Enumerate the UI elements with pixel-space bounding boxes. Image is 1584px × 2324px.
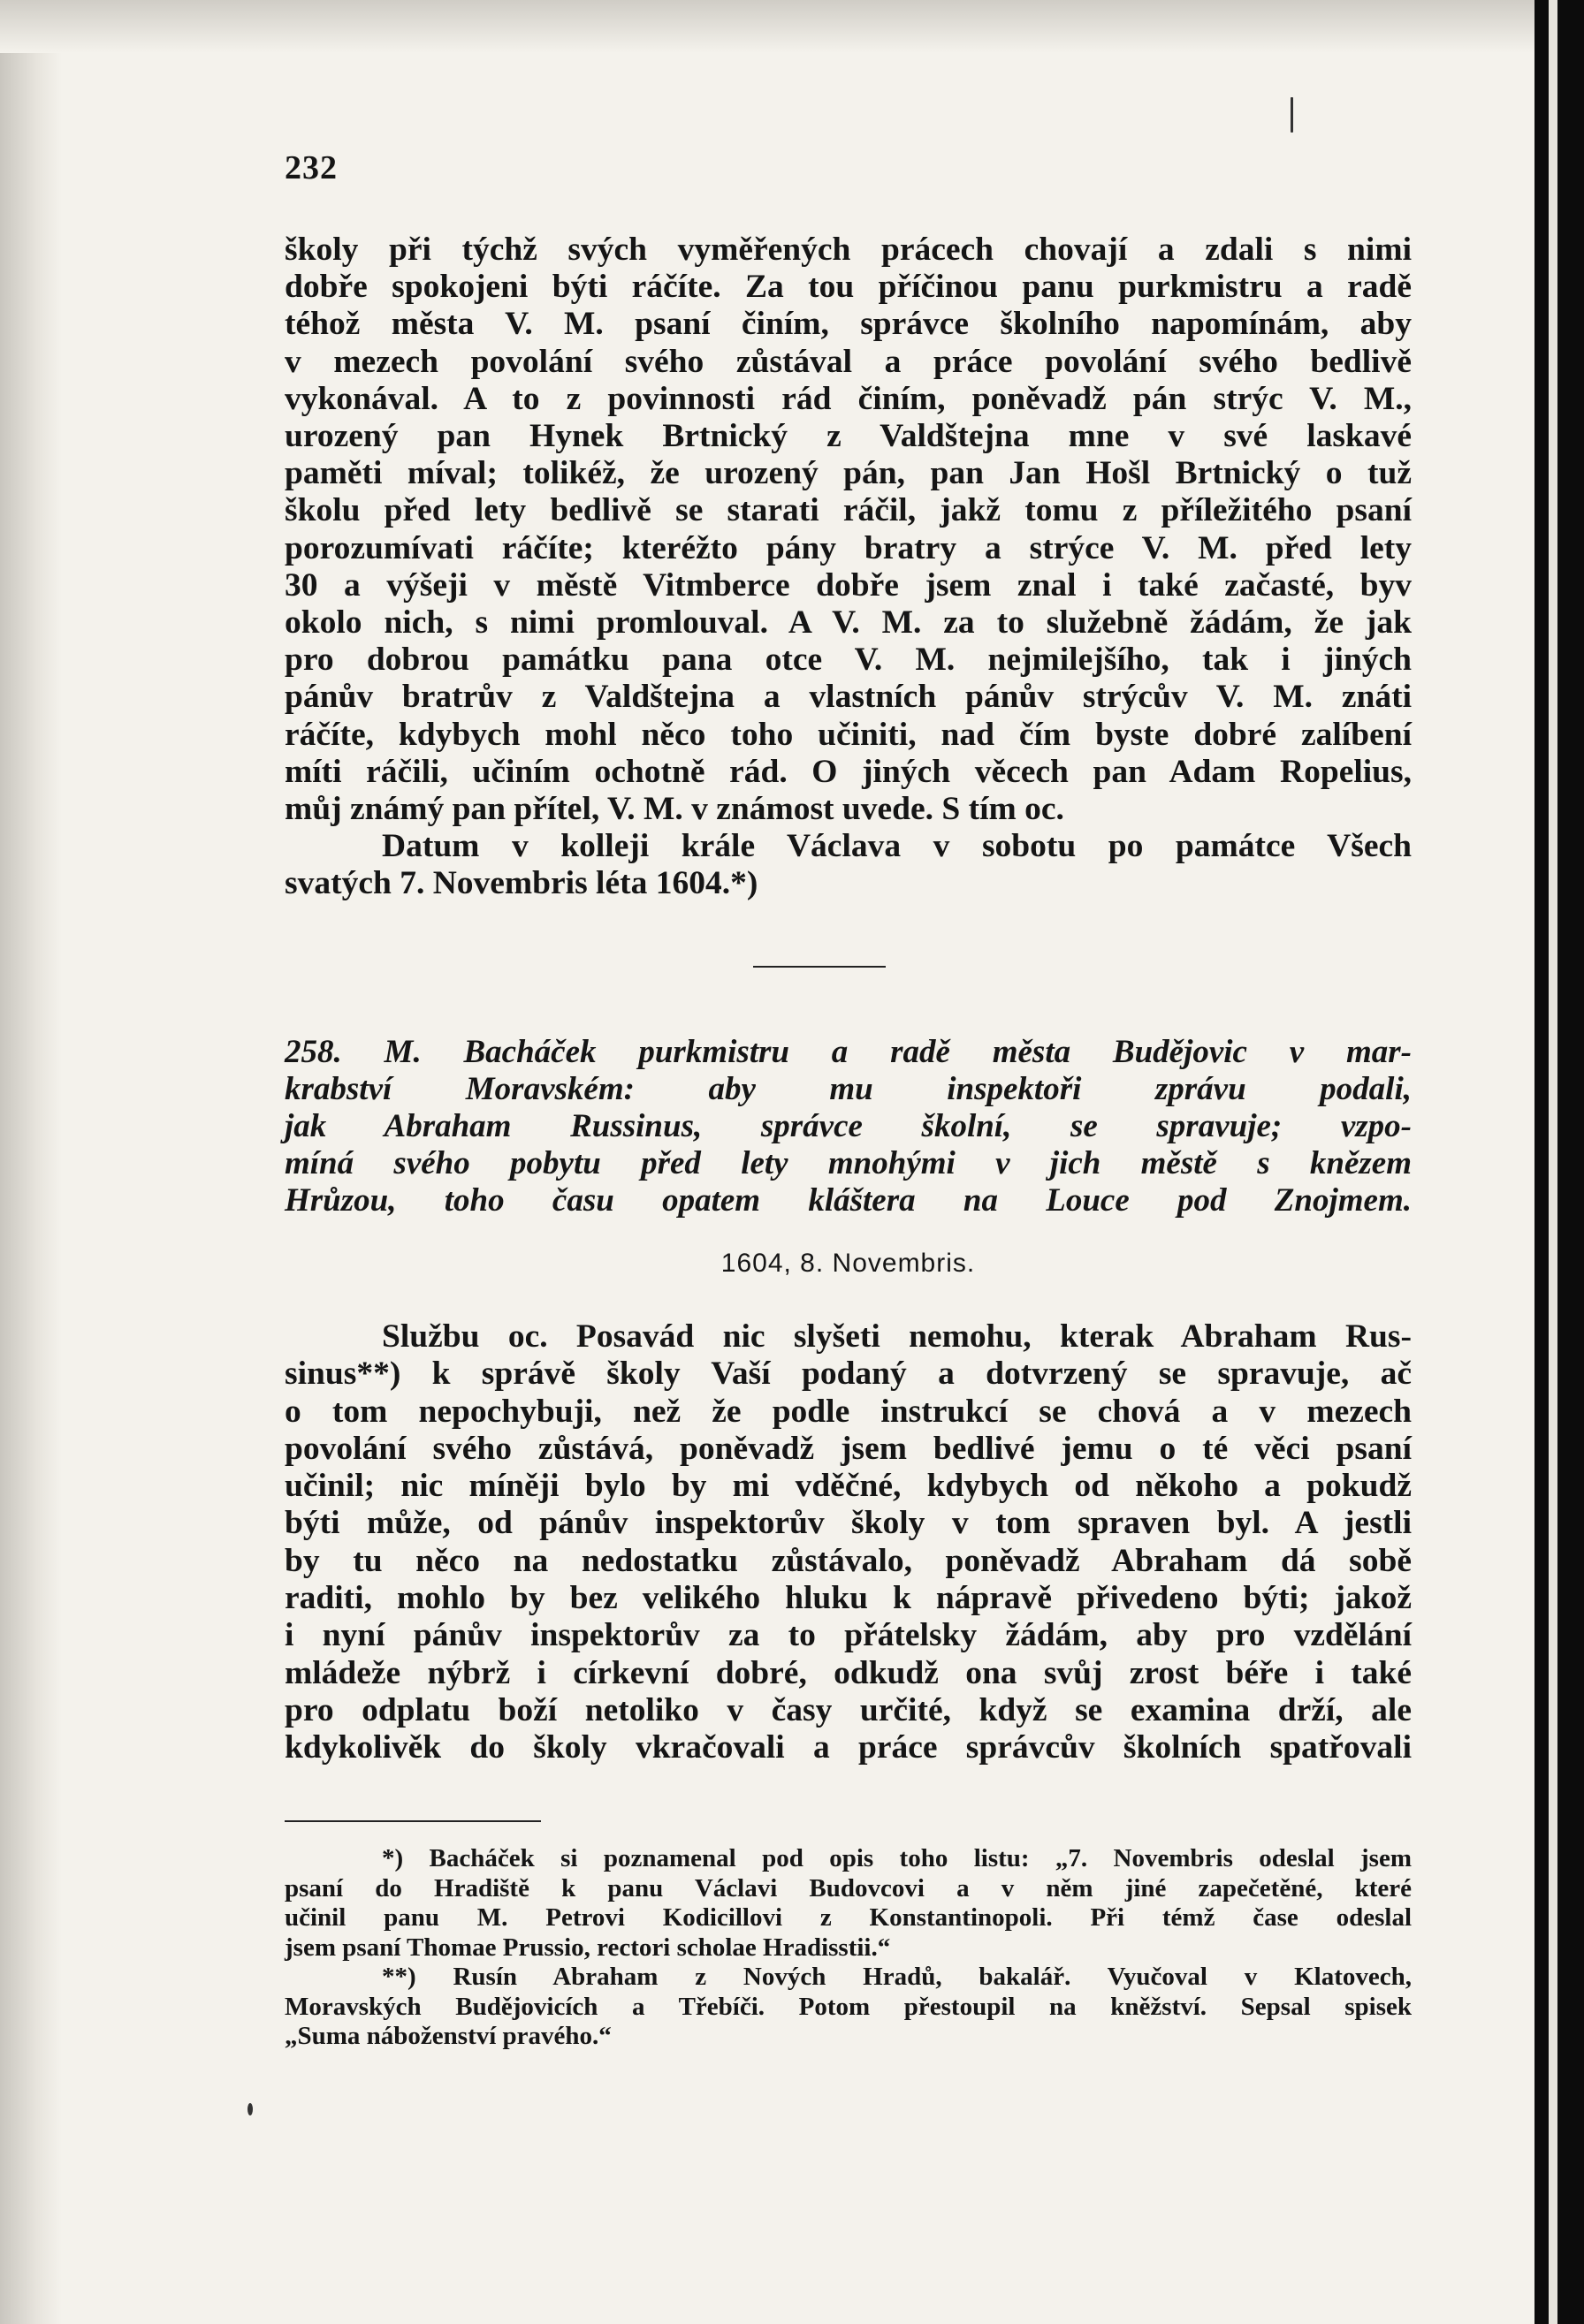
text-line: vykonával. A to z povinnosti rád činím, poněvadž pán strýc V. M., <box>285 380 1412 417</box>
footnote-line: **) Rusín Abraham z Nových Hradů, bakalář. Vyučoval v Klatovech, <box>382 1963 1412 1991</box>
binding-gap <box>1549 0 1557 2324</box>
scan-speck <box>248 2103 253 2115</box>
footnote-line: „Suma náboženství pravého.“ <box>285 2022 612 2050</box>
text-line: ráčíte, kdybych mohl něco toho učiniti, nad čím byste dobré zalíbení <box>285 716 1412 753</box>
text-line: urozený pan Hynek Brtnický z Valdštejna mne v své laskavé <box>285 418 1412 455</box>
text-line: kdykolivěk do školy vkračovali a práce správcův školních spatřovali <box>285 1729 1412 1766</box>
text-line: v mezech povolání svého zůstával a práce povolání svého bedlivě <box>285 343 1412 380</box>
binding-edge <box>1534 0 1584 2324</box>
text-line: pro odplatu boží netoliko v časy určité, když se examina drží, ale <box>285 1691 1412 1728</box>
letter-number: 258. <box>285 1034 342 1070</box>
text-line: povolání svého zůstává, poněvadž jsem bedlivé jemu o té věci psaní <box>285 1430 1412 1467</box>
text-line: můj známý pan přítel, V. M. v známost uvede. S tím oc. <box>285 791 1064 828</box>
text-line: paměti míval; tolikéž, že urozený pán, pan Jan Hošl Brtnický o tuž <box>285 455 1412 492</box>
text-line: o tom nepochybuji, než že podle instrukcí se chová a v mezech <box>285 1393 1412 1430</box>
heading-text: M. Bacháček purkmistru a radě města Budějovic v mar- <box>384 1034 1412 1070</box>
heading-line: Hrůzou, toho času opatem kláštera na Louce pod Znojmem. <box>285 1182 1412 1219</box>
text-line: dobře spokojeni býti ráčíte. Za tou příčinou panu purkmistru a radě <box>285 269 1412 306</box>
footnote-line: učinil panu M. Petrovi Kodicillovi z Konstantinopoli. Při témž čase odeslal <box>285 1903 1412 1932</box>
continued-letter <box>285 232 1412 903</box>
footnote-line: psaní do Hradiště k panu Václavi Budovcovi a v něm jiné zapečetěné, které <box>285 1873 1412 1902</box>
date-line: Datum v kolleji krále Václava v sobotu po památce Všech <box>382 828 1412 865</box>
text-line: sinus**) k správě školy Vaší podaný a dotvrzený se spravuje, ač <box>285 1356 1412 1393</box>
footnote-line: Moravských Budějovicích a Třebíči. Potom přestoupil na kněžství. Sepsal spisek <box>285 1992 1412 2021</box>
heading-line: krabství Moravském: aby mu inspektoři zprávu podali, <box>285 1071 1412 1107</box>
heading-line <box>285 1034 1412 1071</box>
text-line: pánův bratrův z Valdštejna a vlastních pánův strýcův V. M. znáti <box>285 679 1412 716</box>
page-number: 232 <box>285 149 338 186</box>
scan-shadow-left <box>0 0 62 2324</box>
scan-speck <box>1291 97 1293 133</box>
text-line: i nyní pánův inspektorův za to přátelsky žádám, aby pro vzdělání <box>285 1617 1412 1654</box>
text-line: mládeže nýbrž i církevní dobré, odkudž ona svůj zrost béře i také <box>285 1654 1412 1691</box>
text-line: okolo nich, s nimi promlouval. A V. M. za to služebně žádám, že jak <box>285 604 1412 642</box>
book-page <box>285 0 1412 2324</box>
heading-line: jak Abraham Russinus, správce školní, se spravuje; vzpo- <box>285 1108 1412 1144</box>
text-line: školu před lety bedlivě se starati ráčil, jakž tomu z příležitého psaní <box>285 492 1412 529</box>
text-line: učinil; nic míněji bylo by mi vděčné, kdybych od někoho a pokudž <box>285 1468 1412 1505</box>
letter-heading <box>285 1034 1412 1219</box>
text-line: školy při týchž svých vyměřených prácech chovají a zdali s nimi <box>285 232 1412 268</box>
text-line: 30 a výšeji v městě Vitmberce dobře jsem znal i také začasté, byv <box>285 566 1412 604</box>
text-line: Službu oc. Posavád nic slyšeti nemohu, kterak Abraham Rus- <box>382 1318 1412 1355</box>
heading-line: míná svého pobytu před lety mnohými v jich městě s knězem <box>285 1145 1412 1181</box>
letter-body <box>285 1318 1412 1767</box>
footnote-line: jsem psaní Thomae Prussio, rectori scholae Hradisstii.“ <box>285 1933 891 1962</box>
footnote-line: *) Bacháček si poznamenal pod opis toho listu: „7. Novembris odeslal jsem <box>382 1844 1412 1872</box>
section-separator <box>753 966 886 968</box>
date-line: svatých 7. Novembris léta 1604.*) <box>285 865 758 902</box>
text-line: by tu něco na nedostatku zůstávalo, poněvadž Abraham dá sobě <box>285 1542 1412 1579</box>
letter-date: 1604, 8. Novembris. <box>720 1249 976 1278</box>
footnote-rule <box>285 1820 541 1822</box>
text-line: raditi, mohlo by bez velikého hluku k nápravě přivedeno býti; jakož <box>285 1580 1412 1617</box>
text-line: téhož města V. M. psaní činím, správce školního napomínám, aby <box>285 306 1412 343</box>
footnotes <box>285 1844 1412 2052</box>
text-line: pro dobrou památku pana otce V. M. nejmilejšího, tak i jiných <box>285 642 1412 679</box>
text-line: míti ráčili, učiním ochotně rád. O jiných věcech pan Adam Ropelius, <box>285 753 1412 790</box>
text-line: porozumívati ráčíte; kteréžto pány bratry a strýce V. M. před lety <box>285 529 1412 566</box>
text-line: býti může, od pánův inspektorův školy v tom spraven byl. A jestli <box>285 1505 1412 1542</box>
